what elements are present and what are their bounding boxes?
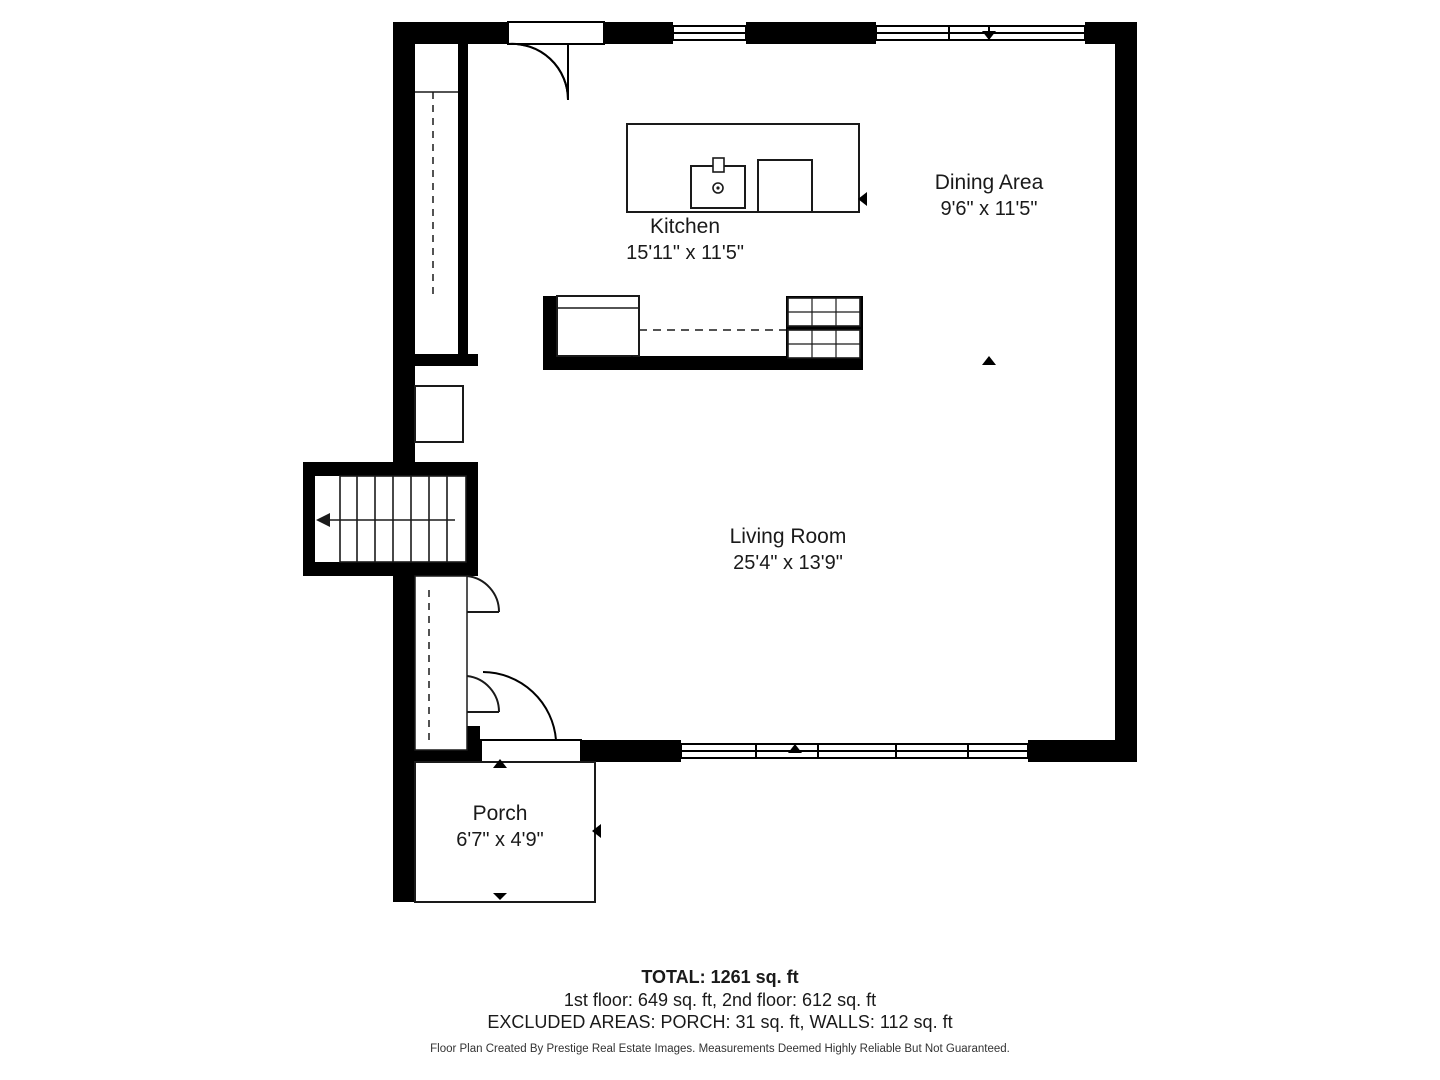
plan-credit-text: Floor Plan Created By Prestige Real Estate Images. Measurements Deemed Highly Reliable But Not Guaranteed. <box>430 1043 1010 1055</box>
kitchen-island <box>627 124 859 212</box>
room-name: Porch <box>472 802 528 825</box>
room-name: Dining Area <box>934 171 1044 194</box>
room-dimensions: 15'11" x 11'5" <box>626 241 744 264</box>
interior-door-hall <box>467 576 499 712</box>
room-label-porch <box>360 801 640 853</box>
closet-small <box>415 386 463 442</box>
lower-closet <box>415 576 467 750</box>
room-label-living-room <box>648 524 928 576</box>
staircase <box>316 476 466 562</box>
kitchen-counter <box>543 296 863 370</box>
room-dimensions: 25'4" x 13'9" <box>733 551 843 574</box>
room-dimensions: 9'6" x 11'5" <box>940 197 1038 220</box>
excluded-areas-text: EXCLUDED AREAS: PORCH: 31 sq. ft, WALLS: 112 sq. ft <box>487 1012 953 1032</box>
closet-upper <box>415 92 458 300</box>
room-label-kitchen <box>545 214 825 266</box>
room-dimensions: 6'7" x 4'9" <box>456 828 544 851</box>
room-name: Living Room <box>729 525 847 548</box>
door-top-entry <box>508 22 604 100</box>
room-name: Kitchen <box>649 215 721 238</box>
floor-areas-text: 1st floor: 649 sq. ft, 2nd floor: 612 sq. ft <box>563 990 877 1010</box>
door-front-entry <box>481 672 581 762</box>
total-area-text: TOTAL: 1261 sq. ft <box>641 967 799 987</box>
room-label-dining-area <box>849 170 1129 222</box>
